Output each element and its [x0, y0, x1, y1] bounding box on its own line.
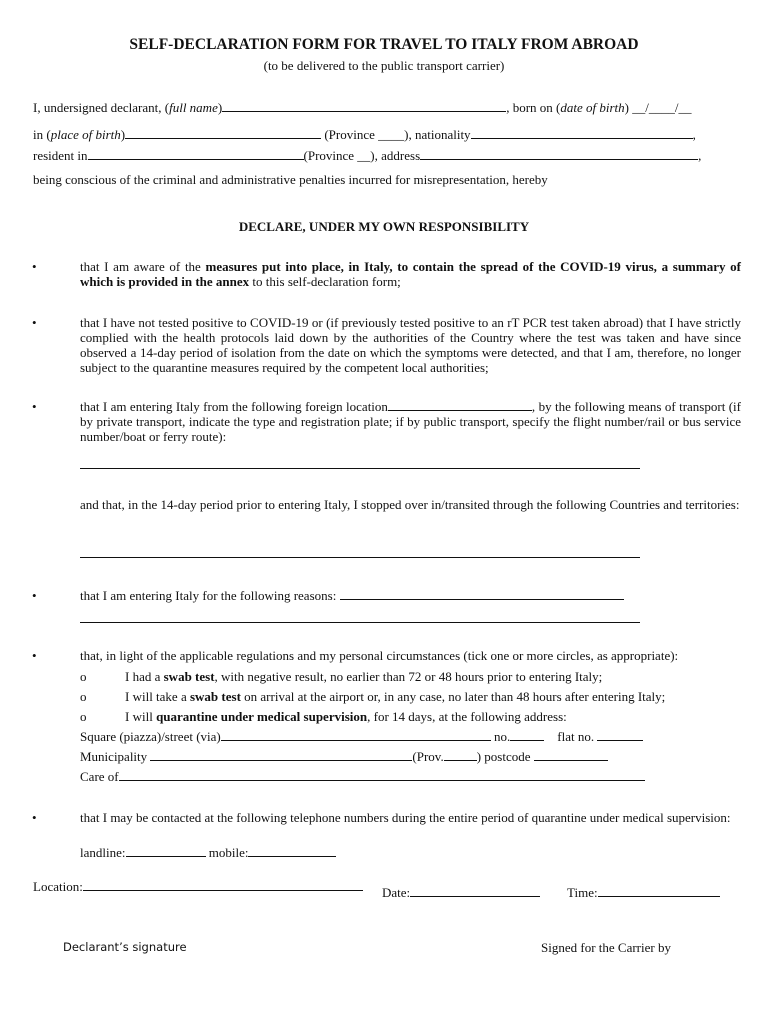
street-field[interactable]: [221, 739, 491, 741]
stopover-item: and that, in the 14-day period prior to entering Italy, I stopped over in/transited through the following Countries and territories:: [80, 497, 740, 512]
declare-heading: DECLARE, UNDER MY OWN RESPONSIBILITY: [238, 219, 530, 234]
bullet-icon: •: [32, 259, 37, 274]
address-field[interactable]: [420, 158, 698, 160]
resident-in-label: resident in: [33, 148, 88, 163]
quarantine-checkbox[interactable]: o: [80, 709, 87, 724]
municipality-field[interactable]: [150, 759, 412, 761]
bullet-icon: •: [32, 399, 37, 414]
contact-item: that I may be contacted at the following telephone numbers during the entire period of quarantine under medical supervision:: [80, 810, 731, 825]
location-line: [33, 879, 363, 895]
reasons-field[interactable]: [340, 598, 624, 600]
date-field[interactable]: [410, 895, 540, 897]
mobile-field[interactable]: [248, 855, 336, 857]
quarantine-option: I will quarantine under medical supervision, for 14 days, at the following address:: [125, 709, 567, 724]
swab-arrival-option: I will take a swab test on arrival at the airport or, in any case, no later than 48 hours after entering Italy;: [125, 689, 666, 704]
full-name-field[interactable]: [222, 110, 506, 112]
date-of-birth-label: date of birth: [560, 100, 625, 115]
identity-line-2: in (place of birth) (Province ____), nationality ,: [33, 127, 696, 142]
full-name-label: full name: [169, 100, 218, 115]
swab-before-checkbox[interactable]: o: [80, 669, 87, 684]
date-label: Date:: [382, 885, 411, 900]
quarantine-street-line: [80, 729, 643, 745]
entering-location-item: that I am entering Italy from the following foreign location , by the following means of transport (if by private transport, indicate the type and registration plate; if by public transport, specify the flight number/rail or bus service number/boat or ferry route):: [80, 399, 741, 444]
form-subtitle: (to be delivered to the public transport carrier): [263, 58, 505, 73]
postcode-field[interactable]: [534, 759, 608, 761]
care-of-field[interactable]: [119, 779, 645, 781]
resident-in-field[interactable]: [88, 158, 304, 160]
bullet-icon: •: [32, 588, 37, 603]
identity-line-3: resident in (Province __), address ,: [33, 148, 702, 163]
location-field[interactable]: [83, 889, 363, 891]
penalties-statement: being conscious of the criminal and administrative penalties incurred for misrepresentation, hereby: [33, 172, 548, 187]
place-of-birth-label: place of birth: [50, 127, 121, 142]
declarant-signature-label: Declarant’s signature: [63, 940, 187, 954]
time-field[interactable]: [598, 895, 720, 897]
prov-field[interactable]: [444, 759, 477, 761]
circumstances-item: that, in light of the applicable regulations and my personal circumstances (tick one or more circles, as appropriate):: [80, 648, 679, 663]
identity-line-1: I, undersigned declarant, (full name) , born on (date of birth) __/____/__: [33, 100, 692, 115]
flat-label: flat no.: [557, 729, 595, 744]
swab-before-option: I had a swab test, with negative result, no earlier than 72 or 48 hours prior to entering Italy;: [125, 669, 603, 684]
place-of-birth-field[interactable]: [125, 137, 321, 139]
reasons-field-line-2[interactable]: [80, 622, 640, 623]
phone-line: [80, 845, 336, 861]
time-line: [567, 885, 720, 901]
stopover-field[interactable]: [80, 557, 640, 558]
province-address-label: (Province __), address: [303, 148, 421, 163]
date-line: [382, 885, 540, 901]
foreign-location-field[interactable]: [388, 409, 532, 411]
province-nationality-label: (Province ____), nationality: [324, 127, 471, 142]
quarantine-municipality-line: [80, 749, 608, 765]
time-label: Time:: [567, 885, 598, 900]
landline-label: landline:: [80, 845, 126, 860]
number-label: no.: [494, 729, 511, 744]
aware-measures-item: that I am aware of the measures put into place, in Italy, to contain the spread of the COVID-19 virus, a summary of which is provided in the annex to this self-declaration form;: [80, 259, 741, 289]
not-positive-item: that I have not tested positive to COVID-19 or (if previously tested positive to an rT PCR test taken abroad) that I have strictly complied with the health protocols laid down by the authorities of the Country where the test was taken and have since observed a 14-day period of isolation from the date on which the symptoms were detected, and that I am, therefore, no longer subject to the quarantine measures required by the competent local authorities;: [80, 315, 741, 375]
carrier-signature-label: Signed for the Carrier by: [541, 940, 671, 955]
municipality-label: Municipality: [80, 749, 148, 764]
bullet-icon: •: [32, 315, 37, 330]
form-title: SELF-DECLARATION FORM FOR TRAVEL TO ITALY FROM ABROAD: [129, 36, 639, 53]
flat-field[interactable]: [597, 739, 643, 741]
swab-arrival-checkbox[interactable]: o: [80, 689, 87, 704]
care-of-label: Care of: [80, 769, 119, 784]
postcode-label: ) postcode: [476, 749, 531, 764]
bullet-icon: •: [32, 648, 37, 663]
transport-field[interactable]: [80, 468, 640, 469]
number-field[interactable]: [510, 739, 544, 741]
square-label: Square (piazza)/street (via): [80, 729, 221, 744]
prov-label: (Prov.: [412, 749, 444, 764]
mobile-label: mobile:: [208, 845, 249, 860]
landline-field[interactable]: [126, 855, 206, 857]
bullet-icon: •: [32, 810, 37, 825]
location-label: Location:: [33, 879, 83, 894]
reasons-item: that I am entering Italy for the following reasons:: [80, 588, 624, 604]
date-of-birth-field[interactable]: ) __/____/__: [624, 100, 692, 115]
nationality-field[interactable]: [471, 137, 693, 139]
care-of-line: [80, 769, 645, 785]
